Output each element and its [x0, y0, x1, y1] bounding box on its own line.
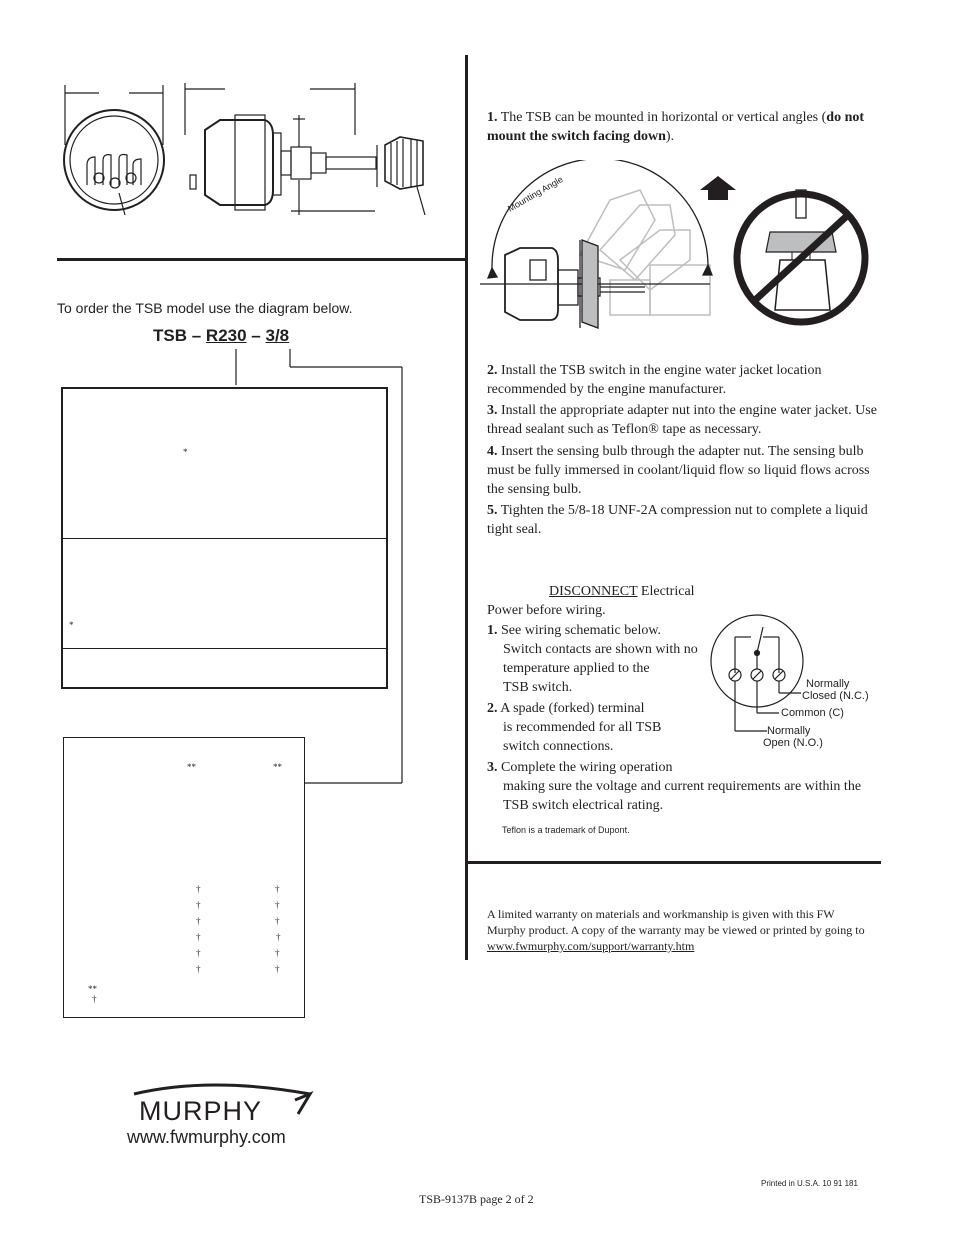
wiring-step-3 [487, 758, 879, 815]
step-text: Insert the sensing bulb through the adapter nut. The sensing bulb must be fully immersed in coolant/liquid flow so liquid flows across the sensing bulb. [487, 444, 870, 497]
footnote-mark: ** [187, 762, 196, 772]
disconnect-warning [549, 582, 695, 601]
dimension-drawing [55, 75, 455, 235]
step-number: 2. [487, 701, 498, 716]
step-text: Install the TSB switch in the engine water jacket location recommended by the engine manufacturer. [487, 363, 822, 397]
brand-website[interactable]: www.fwmurphy.com [127, 1127, 286, 1147]
step-number: 1. [487, 110, 498, 125]
step-text: is recommended for all TSB [503, 720, 662, 735]
step-text: TSB switch electrical rating. [503, 798, 664, 813]
page-number: TSB-9137B page 2 of 2 [419, 1192, 534, 1206]
step-number: 3. [487, 403, 498, 418]
install-step-5 [487, 501, 877, 539]
order-intro: To order the TSB model use the diagram below. [57, 300, 353, 316]
dagger-mark: † [196, 964, 201, 974]
wiring-step-1 [487, 621, 717, 697]
left-section-rule [57, 258, 467, 261]
footnote-mark: ** [273, 762, 282, 772]
step-number: 3. [487, 760, 498, 775]
dagger-mark: † [196, 948, 201, 958]
dagger-mark: † [276, 932, 281, 942]
install-step-1 [487, 108, 877, 146]
step-text-end: ). [665, 129, 675, 144]
no-label-2: Open (N.O.) [763, 737, 823, 749]
box-divider-2 [63, 648, 386, 649]
step-number: 1. [487, 623, 498, 638]
step-text: Switch contacts are shown with no [503, 642, 698, 657]
step-number: 2. [487, 363, 498, 378]
brand-wordmark: MURPHY [139, 1096, 263, 1126]
step-text: TSB switch. [503, 680, 573, 695]
step-text: switch connections. [503, 739, 614, 754]
dagger-mark: † [275, 948, 280, 958]
mounting-angle-label: Mounting Angle [506, 174, 565, 214]
model-code-prefix: TSB – [153, 326, 202, 345]
step-number: 5. [487, 503, 498, 518]
model-code-sep: – [251, 326, 261, 345]
footnote-mark: ** [88, 984, 97, 994]
up-arrow-icon [700, 176, 736, 200]
dagger-mark: † [196, 916, 201, 926]
dagger-mark: † [275, 964, 280, 974]
nc-label [806, 678, 849, 690]
prohibited-icon [737, 190, 865, 322]
step-text: making sure the voltage and current requirements are within the [503, 779, 862, 794]
teflon-note: Teflon is a trademark of Dupont. [502, 825, 630, 835]
step-text: Complete the wiring operation [501, 760, 673, 775]
printed-in: Printed in U.S.A. 10 91 181 [761, 1179, 858, 1188]
electrical-text: Electrical [637, 584, 695, 599]
install-step-4 [487, 442, 877, 499]
nc-label-2: Closed (N.C.) [802, 690, 869, 702]
wiring-step-2 [487, 699, 717, 756]
center-divider [465, 55, 468, 960]
step-text: Tighten the 5/8-18 UNF-2A compression nut to complete a liquid tight seal. [487, 503, 868, 537]
footnote-mark: * [69, 620, 74, 630]
step-number: 4. [487, 444, 498, 459]
dagger-mark: † [92, 994, 97, 1004]
dagger-mark: † [275, 916, 280, 926]
step-text: The TSB can be mounted in horizontal or vertical angles ( [500, 110, 827, 125]
step-warning: do not mount the switch facing down [487, 110, 865, 144]
install-step-2 [487, 361, 877, 399]
warranty-line1: A limited warranty on materials and workmanship is given with this FW [487, 907, 835, 921]
step-text: A spade (forked) terminal [500, 701, 645, 716]
termination-options-box [61, 387, 388, 689]
dagger-mark: † [196, 884, 201, 894]
box-divider-1 [63, 538, 386, 539]
temperature-options-box [63, 737, 305, 1018]
model-code [153, 326, 289, 346]
step-text: See wiring schematic below. [501, 623, 662, 638]
dagger-mark: † [275, 900, 280, 910]
dagger-mark: † [196, 900, 201, 910]
right-section-rule [468, 861, 881, 864]
disconnect-text: DISCONNECT [549, 584, 638, 599]
no-label: Normally [767, 725, 811, 737]
step-text: temperature applied to the [503, 661, 650, 676]
footnote-mark: * [183, 447, 188, 457]
nc-label-line1: Normally [806, 678, 850, 690]
dagger-mark: † [196, 932, 201, 942]
model-code-part1: R230 [205, 326, 247, 345]
warranty-link[interactable]: www.fwmurphy.com/support/warranty.htm [487, 939, 695, 953]
common-label: Common (C) [781, 707, 844, 719]
dagger-mark: † [275, 884, 280, 894]
warranty-text [487, 906, 887, 954]
power-line: Power before wiring. [487, 603, 606, 618]
install-step-3 [487, 401, 879, 439]
mounting-angle-illustration [480, 160, 880, 340]
step-text: Install the appropriate adapter nut into the engine water jacket. Use thread sealant such as Teflon® tape as necessary. [487, 403, 877, 437]
model-code-part2: 3/8 [265, 326, 290, 345]
warranty-line2: Murphy product. A copy of the warranty may be viewed or printed by going to [487, 923, 865, 937]
